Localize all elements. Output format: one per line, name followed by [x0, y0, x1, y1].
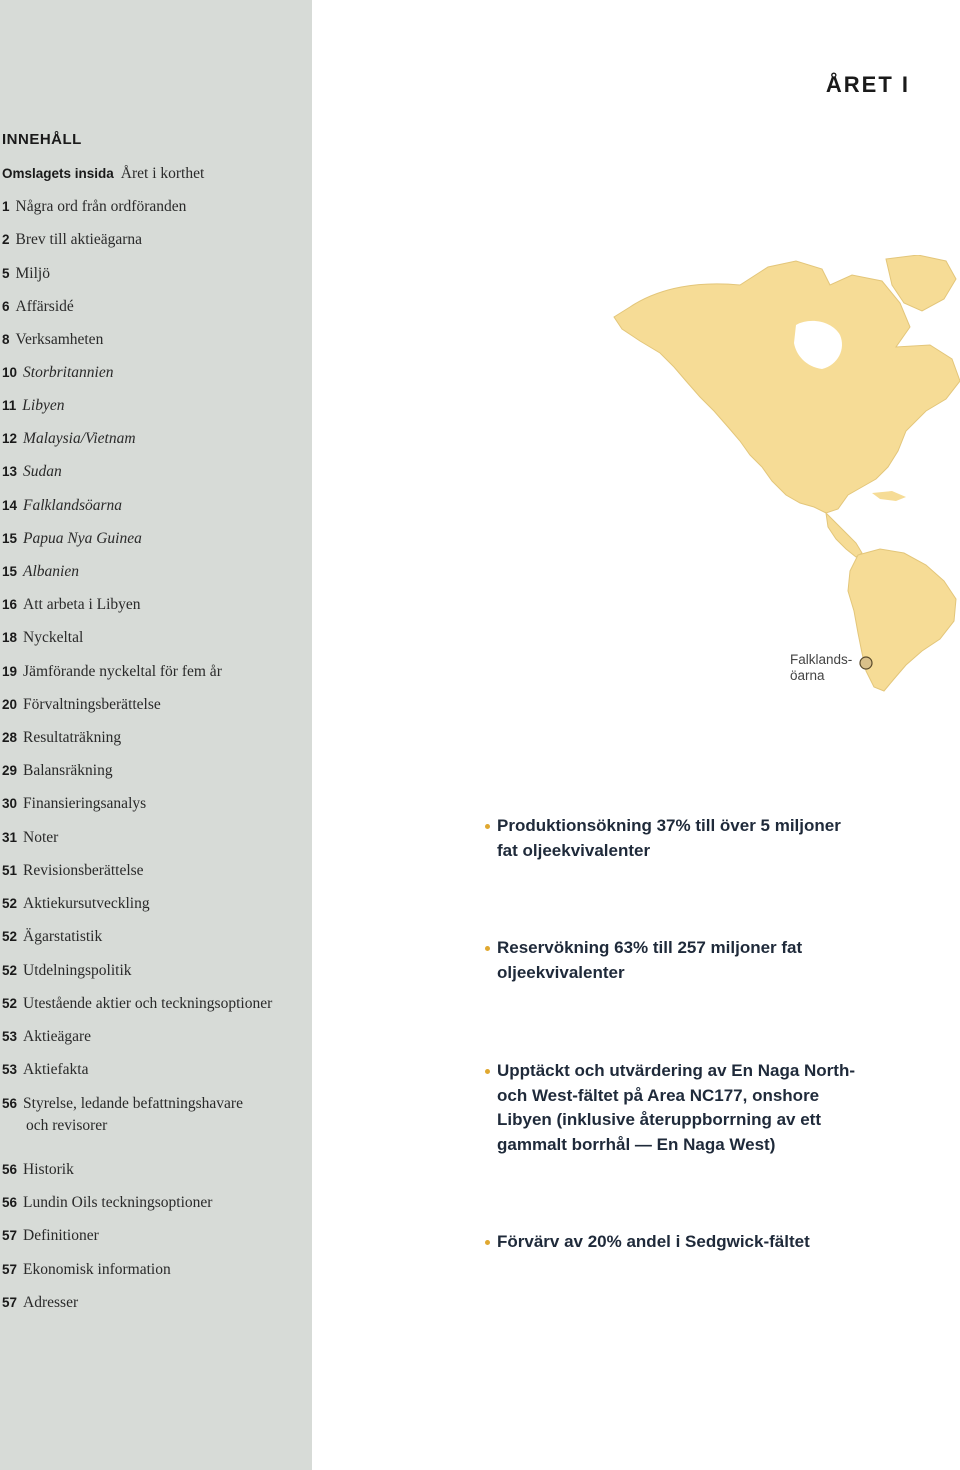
toc-entry	[2, 561, 307, 583]
highlight-line: Produktionsökning 37% till över 5 miljoner	[497, 816, 841, 835]
toc-page-number: 14	[2, 498, 18, 513]
toc-entry-title: Storbritannien	[23, 364, 114, 381]
toc-page-number: 53	[2, 1062, 18, 1077]
toc-entry-title: Miljö	[15, 265, 50, 282]
toc-page-number: 30	[2, 796, 18, 811]
toc-entry	[2, 229, 307, 251]
toc-entry-title: Malaysia/Vietnam	[23, 430, 136, 447]
toc-entry-title: Brev till aktieägarna	[15, 231, 143, 248]
toc-page-number: Omslagets insida	[2, 166, 114, 181]
toc-entry	[2, 263, 307, 285]
toc-entry	[2, 727, 307, 749]
toc-page-number: 20	[2, 697, 18, 712]
toc-entry-title: Affärsidé	[15, 298, 74, 315]
highlight-item	[497, 1230, 917, 1255]
toc-page-number: 5	[2, 266, 10, 281]
toc-entry	[2, 528, 307, 550]
toc-entry	[2, 627, 307, 649]
toc-page-number: 19	[2, 664, 18, 679]
toc-entry-title: Utestående aktier och teckningsoptioner	[23, 995, 273, 1012]
toc-page-number: 56	[2, 1195, 18, 1210]
toc-entry	[2, 993, 307, 1015]
highlight-line: Upptäckt och utvärdering av En Naga North-	[497, 1061, 855, 1080]
toc-page-number: 11	[2, 398, 17, 413]
toc-entry-title: Aktieägare	[23, 1028, 92, 1045]
toc-entry-title: Utdelningspolitik	[23, 962, 132, 979]
toc-entry-title: Resultaträkning	[23, 729, 122, 746]
bullet-icon	[485, 1240, 490, 1245]
toc-entry	[2, 461, 307, 483]
highlight-line: Förvärv av 20% andel i Sedgwick-fältet	[497, 1232, 810, 1251]
toc-entry	[2, 395, 307, 417]
highlight-line: och West-fältet på Area NC177, onshore	[497, 1085, 820, 1105]
toc-entry	[2, 827, 307, 849]
toc-entry	[2, 760, 307, 782]
toc-page-number: 28	[2, 730, 18, 745]
toc-page-number: 16	[2, 597, 18, 612]
toc-entry-title: Historik	[23, 1161, 74, 1178]
toc-entry-title: Nyckeltal	[23, 629, 84, 646]
highlight-line: oljeekvivalenter	[497, 962, 625, 982]
toc-page-number: 57	[2, 1262, 18, 1277]
toc-entry	[2, 163, 307, 185]
toc-entry	[2, 1192, 307, 1214]
toc-page-number: 31	[2, 830, 18, 845]
toc-page-number: 1	[2, 199, 10, 214]
toc-entry	[2, 362, 307, 384]
toc-page-number: 56	[2, 1096, 18, 1111]
toc-entry-title: Året i korthet	[120, 165, 205, 182]
toc-entry	[2, 661, 307, 683]
toc-page-number: 51	[2, 863, 18, 878]
falklands-label-line1: Falklands-	[790, 652, 853, 667]
toc-page-number: 52	[2, 963, 18, 978]
toc-entry-title: Papua Nya Guinea	[23, 530, 142, 547]
toc-entry	[2, 793, 307, 815]
toc-entry-title: Falklandsöarna	[23, 497, 123, 514]
toc-entry-title: Revisionsberättelse	[23, 862, 144, 879]
toc-entry	[2, 428, 307, 450]
falklands-label	[790, 652, 870, 684]
toc-page-number: 56	[2, 1162, 18, 1177]
toc-page-number: 6	[2, 299, 10, 314]
highlight-line: gammalt borrhål — En Naga West)	[497, 1134, 776, 1154]
central-america	[826, 513, 862, 557]
toc-entry-title: Albanien	[23, 563, 79, 580]
toc-entry	[2, 926, 307, 948]
toc-page-number: 18	[2, 630, 18, 645]
highlight-item	[497, 814, 917, 863]
bullet-icon	[485, 1069, 490, 1074]
toc-entry	[2, 893, 307, 915]
toc-entry-title: Ekonomisk information	[23, 1261, 171, 1278]
toc-entry	[2, 1292, 307, 1314]
toc-page-number: 15	[2, 564, 18, 579]
page-title: ÅRET I	[825, 72, 910, 97]
toc-entry-title: Noter	[23, 829, 59, 846]
toc-entry-title: Aktiefakta	[23, 1061, 89, 1078]
toc-entry	[2, 960, 307, 982]
toc-entry	[2, 1159, 307, 1181]
toc-page-number: 2	[2, 232, 10, 247]
toc-page-number: 52	[2, 929, 18, 944]
toc-page-number: 15	[2, 531, 18, 546]
toc-entry	[2, 594, 307, 616]
toc-page-number: 57	[2, 1228, 18, 1243]
toc-entry-title: Sudan	[23, 463, 62, 480]
toc-entry	[2, 1093, 307, 1137]
toc-heading: INNEHÅLL	[2, 131, 82, 148]
toc-entry-title: Lundin Oils teckningsoptioner	[23, 1194, 213, 1211]
highlight-line: Reservökning 63% till 257 miljoner fat	[497, 938, 803, 957]
toc-page-number: 29	[2, 763, 18, 778]
toc-page-number: 12	[2, 431, 18, 446]
toc-entry-title: Adresser	[23, 1294, 79, 1311]
toc-entry	[2, 860, 307, 882]
toc-page-number: 8	[2, 332, 10, 347]
highlight-line: fat oljeekvivalenter	[497, 840, 651, 860]
americas-map	[600, 255, 960, 695]
bullet-icon	[485, 946, 490, 951]
highlight-item	[497, 1059, 917, 1157]
caribbean-islands	[872, 491, 906, 501]
toc-entry-title: Att arbeta i Libyen	[23, 596, 141, 613]
toc-entry-title: Balansräkning	[23, 762, 113, 779]
falklands-label-line2: öarna	[790, 668, 825, 683]
toc-entry	[2, 1225, 307, 1247]
toc-entry-title: Definitioner	[23, 1227, 99, 1244]
toc-entry-continuation: och revisorer	[26, 1117, 108, 1134]
toc-entry-title: Några ord från ordföranden	[15, 198, 187, 215]
toc-page-number: 52	[2, 996, 18, 1011]
toc-entry-title: Ägarstatistik	[23, 928, 103, 945]
toc-entry-title: Förvaltningsberättelse	[23, 696, 161, 713]
toc-page-number: 52	[2, 896, 18, 911]
toc-entry-title: Finansieringsanalys	[23, 795, 147, 812]
toc-entry	[2, 329, 307, 351]
toc-page-number: 10	[2, 365, 18, 380]
toc-entry-title: Jämförande nyckeltal för fem år	[23, 663, 222, 680]
toc-entry-title: Verksamheten	[15, 331, 104, 348]
toc-entry	[2, 1259, 307, 1281]
toc-entry-title: Aktiekursutveckling	[23, 895, 150, 912]
highlight-item	[497, 936, 917, 985]
bullet-icon	[485, 824, 490, 829]
toc-entry	[2, 196, 307, 218]
toc-sidebar	[0, 0, 312, 1470]
toc-entry-title: Styrelse, ledande befattningshavare	[23, 1095, 243, 1112]
toc-page-number: 53	[2, 1029, 18, 1044]
toc-entry	[2, 1059, 307, 1081]
toc-page-number: 13	[2, 464, 18, 479]
toc-entry	[2, 694, 307, 716]
toc-page-number: 57	[2, 1295, 18, 1310]
highlight-line: Libyen (inklusive återuppborrning av ett	[497, 1110, 821, 1129]
toc-entry	[2, 1026, 307, 1048]
toc-entry	[2, 296, 307, 318]
toc-entry-title: Libyen	[22, 397, 65, 414]
toc-entry	[2, 495, 307, 517]
